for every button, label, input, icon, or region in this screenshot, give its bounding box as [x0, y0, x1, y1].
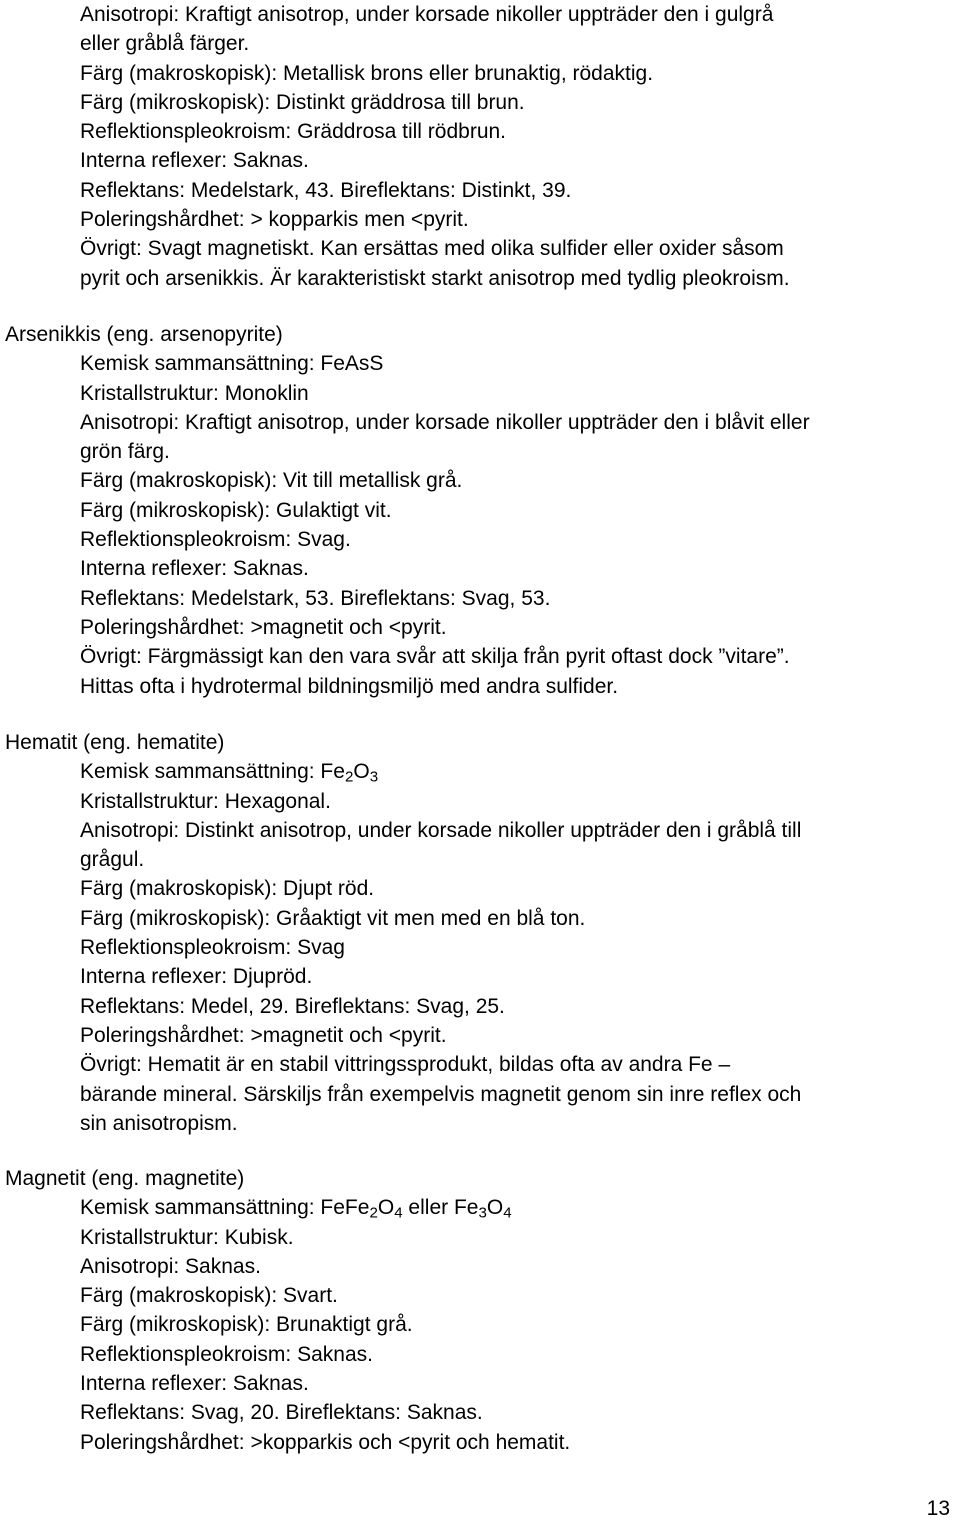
anisotropy-line: Anisotropi: Kraftigt anisotrop, under korsade nikoller uppträder den i blåvit eller: [80, 410, 810, 434]
section-heading: Magnetit (eng. magnetite): [5, 1167, 245, 1190]
anisotropy-line: Anisotropi: Saknas.: [80, 1254, 261, 1278]
internal-reflections-line: Interna reflexer: Saknas.: [80, 557, 309, 581]
anisotropy-line-cont: grågul.: [80, 848, 145, 872]
color-micro-line: Färg (mikroskopisk): Gråaktigt vit men med en blå ton.: [80, 906, 586, 930]
crystal-structure-line: Kristallstruktur: Monoklin: [80, 381, 309, 405]
section-heading: Arsenikkis (eng. arsenopyrite): [5, 323, 283, 346]
anisotropy-line-cont: grön färg.: [80, 440, 170, 464]
intro-mineral-properties: [0, 0, 960, 293]
formula-prefix: Kemisk sammansättning: Fe: [80, 760, 345, 784]
internal-reflections-line: Interna reflexer: Saknas.: [80, 1372, 309, 1396]
color-micro-line: Färg (mikroskopisk): Brunaktigt grå.: [80, 1313, 413, 1337]
formula-element: O: [377, 1196, 395, 1220]
other-line-cont: pyrit och arsenikkis. Är karakteristiskt starkt anisotrop med tydlig pleokroism.: [80, 266, 790, 290]
internal-reflections-line: Interna reflexer: Djupröd.: [80, 965, 313, 989]
other-line: Övrigt: Färgmässigt kan den vara svår att skilja från pyrit oftast dock ”vitare”.: [80, 645, 790, 669]
chemical-composition-line: [0, 1193, 960, 1222]
pleochroism-line: Reflektionspleokroism: Svag: [80, 936, 345, 960]
formula-subscript: 3: [478, 1204, 487, 1222]
polishing-hardness-line: Poleringshårdhet: >kopparkis och <pyrit och hematit.: [80, 1430, 571, 1454]
color-macro-line: Färg (makroskopisk): Metallisk brons eller brunaktig, rödaktig.: [80, 61, 654, 85]
other-line-cont: sin anisotropism.: [80, 1111, 238, 1135]
pleochroism-line: Reflektionspleokroism: Gräddrosa till rödbrun.: [80, 120, 507, 144]
color-micro-line: Färg (mikroskopisk): Gulaktigt vit.: [80, 498, 392, 522]
crystal-structure-line: Kristallstruktur: Hexagonal.: [80, 789, 331, 813]
pleochroism-line: Reflektionspleokroism: Saknas.: [80, 1342, 373, 1366]
section-magnetit: [0, 1164, 960, 1457]
anisotropy-line: Anisotropi: Kraftigt anisotrop, under korsade nikoller uppträder den i gulgrå: [80, 3, 774, 26]
formula-prefix: Kemisk sammansättning: FeFe: [80, 1196, 370, 1220]
pleochroism-line: Reflektionspleokroism: Svag.: [80, 528, 351, 552]
other-line-cont: bärande mineral. Särskiljs från exempelvis magnetit genom sin inre reflex och: [80, 1082, 802, 1106]
other-line-cont: Hittas ofta i hydrotermal bildningsmiljö med andra sulfider.: [80, 674, 619, 698]
internal-reflections-line: Interna reflexer: Saknas.: [80, 149, 309, 173]
color-macro-line: Färg (makroskopisk): Svart.: [80, 1284, 338, 1308]
section-heading: Hematit (eng. hematite): [5, 731, 225, 754]
formula-subscript: 4: [394, 1204, 403, 1222]
other-line: Övrigt: Hematit är en stabil vittringssprodukt, bildas ofta av andra Fe –: [80, 1053, 731, 1077]
formula-subscript: 2: [369, 1204, 378, 1222]
color-macro-line: Färg (makroskopisk): Vit till metallisk grå.: [80, 469, 463, 493]
formula-text: eller Fe: [402, 1196, 479, 1220]
crystal-structure-line: Kristallstruktur: Kubisk.: [80, 1225, 294, 1249]
reflectance-line: Reflektans: Medelstark, 53. Bireflektans: Svag, 53.: [80, 586, 551, 610]
color-macro-line: Färg (makroskopisk): Djupt röd.: [80, 877, 375, 901]
other-line: Övrigt: Svagt magnetiskt. Kan ersättas med olika sulfider eller oxider såsom: [80, 237, 784, 261]
polishing-hardness-line: Poleringshårdhet: > kopparkis men <pyrit.: [80, 208, 469, 232]
chemical-composition-line: [0, 757, 960, 786]
polishing-hardness-line: Poleringshårdhet: >magnetit och <pyrit.: [80, 1023, 447, 1047]
formula-element: O: [486, 1196, 504, 1220]
anisotropy-line-cont: eller gråblå färger.: [80, 32, 250, 56]
anisotropy-line: Anisotropi: Distinkt anisotrop, under korsade nikoller uppträder den i gråblå till: [80, 818, 802, 842]
color-micro-line: Färg (mikroskopisk): Distinkt gräddrosa till brun.: [80, 90, 525, 114]
reflectance-line: Reflektans: Svag, 20. Bireflektans: Saknas.: [80, 1401, 483, 1425]
reflectance-line: Reflektans: Medelstark, 43. Bireflektans: Distinkt, 39.: [80, 178, 572, 202]
section-hematit: [0, 728, 960, 1138]
formula-subscript: 4: [503, 1204, 512, 1222]
polishing-hardness-line: Poleringshårdhet: >magnetit och <pyrit.: [80, 615, 447, 639]
chemical-composition-line: Kemisk sammansättning: FeAsS: [80, 352, 384, 376]
formula-subscript: 2: [344, 768, 354, 786]
formula-subscript: 3: [369, 768, 379, 786]
section-arsenikkis: [0, 320, 960, 701]
formula-element: O: [353, 760, 370, 784]
page-number: 13: [926, 1497, 950, 1520]
reflectance-line: Reflektans: Medel, 29. Bireflektans: Svag, 25.: [80, 994, 505, 1018]
